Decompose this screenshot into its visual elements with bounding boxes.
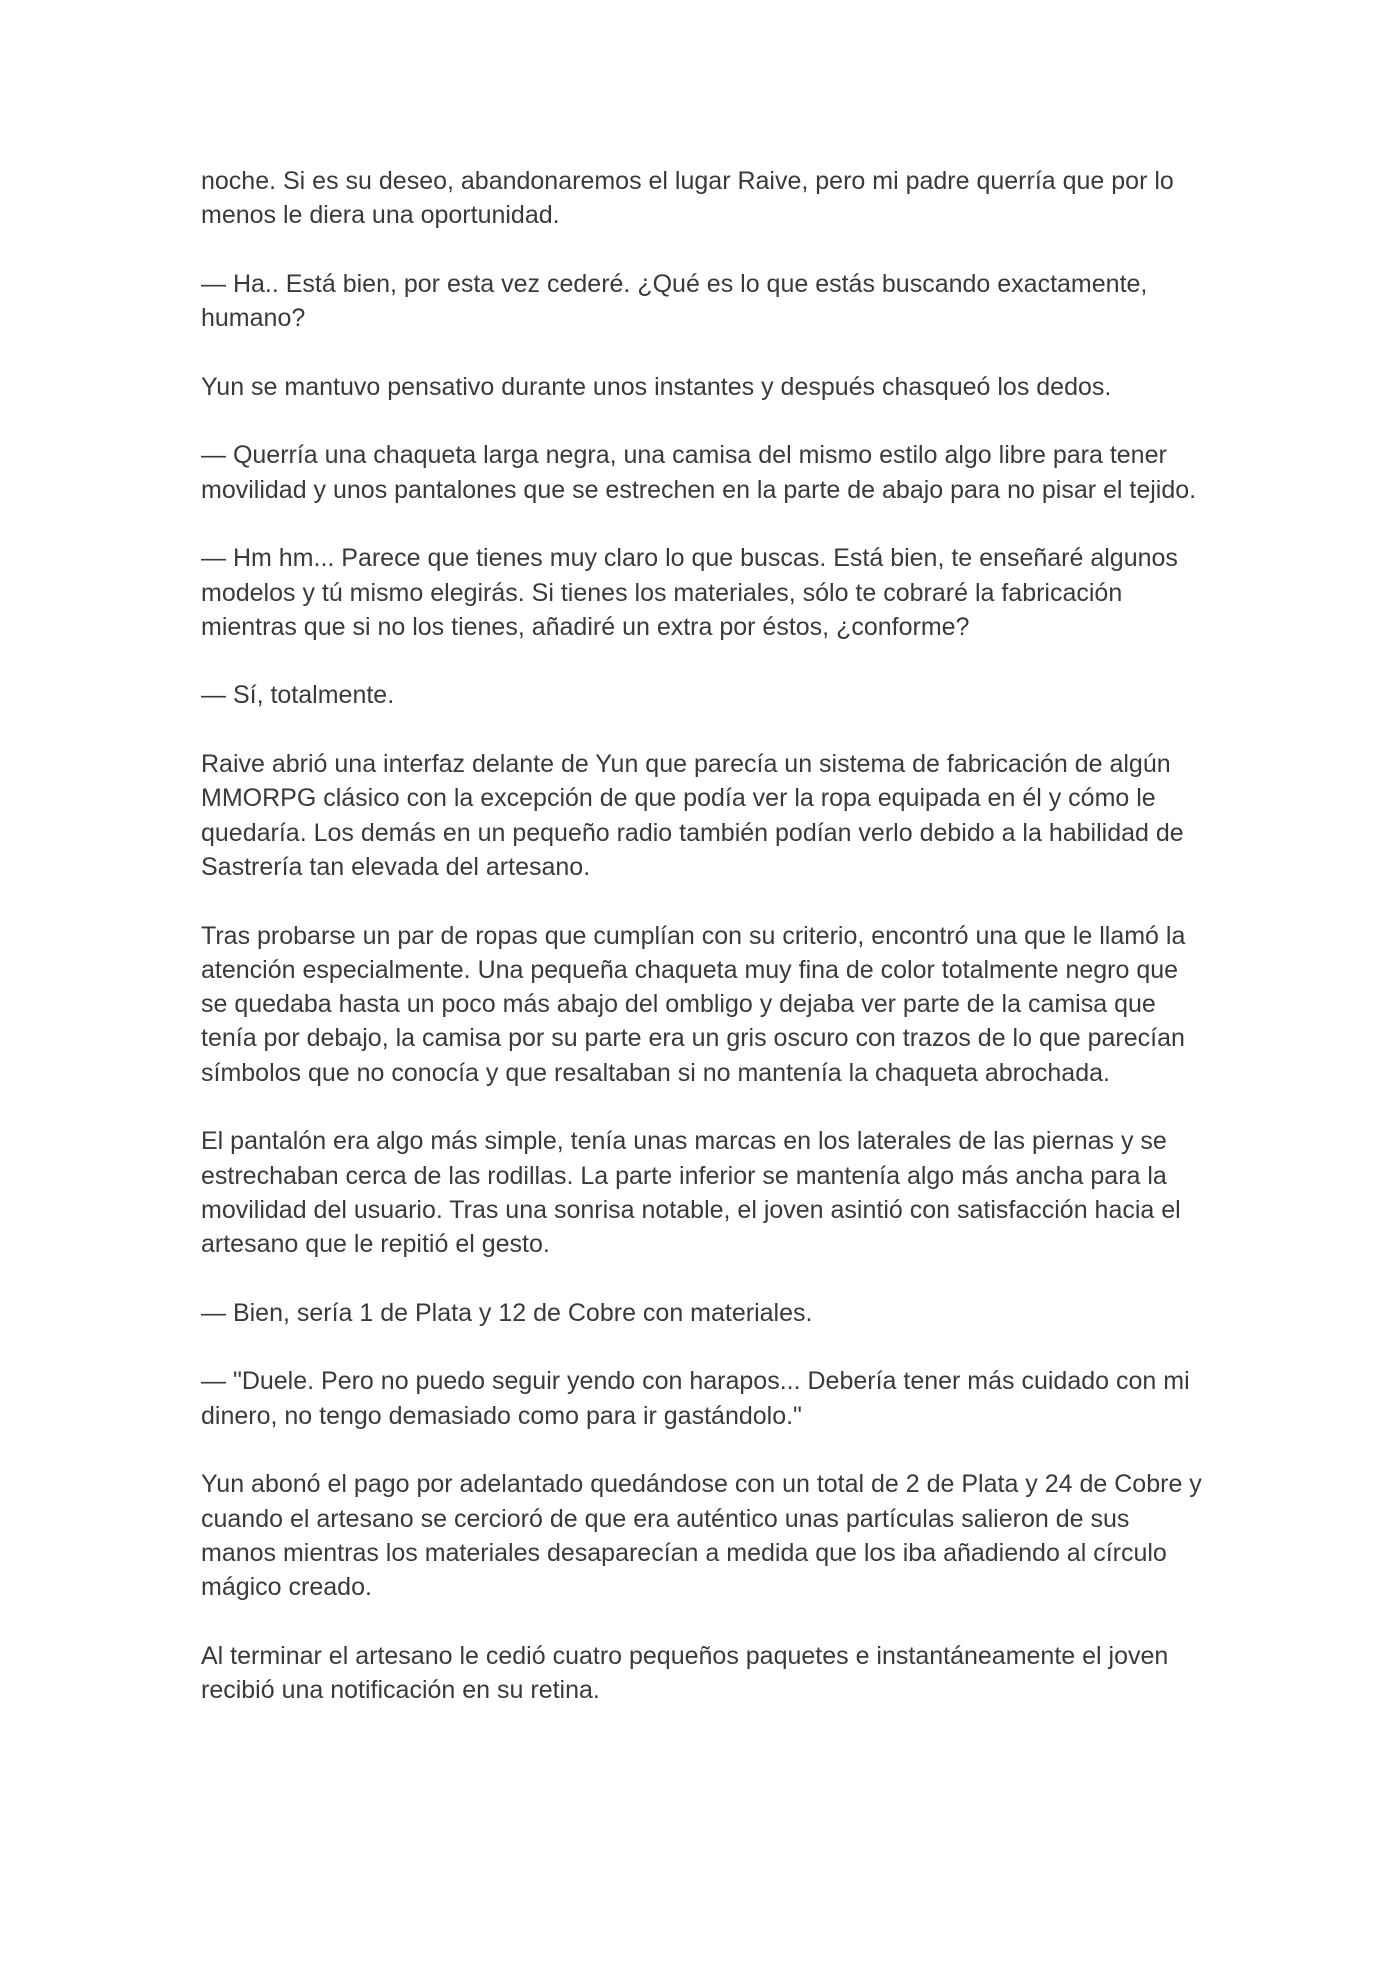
paragraph: — Querría una chaqueta larga negra, una camisa del mismo estilo algo libre para tener movilidad y unos pantalones que se estrechen en la parte de abajo para no pisar el tejido. — [201, 441, 1197, 504]
paragraph: El pantalón era algo más simple, tenía unas marcas en los laterales de las piernas y se estrechaban cerca de las rodillas. La parte inferior se mantenía algo más ancha para la movilidad del usuario. Tras una sonrisa notable, el joven asintió con satisfacción hacia el artesano que le repitió el gesto. — [201, 1127, 1181, 1259]
paragraph: — "Duele. Pero no puedo seguir yendo con harapos... Debería tener más cuidado con mi dinero, no tengo demasiado como para ir gastándolo." — [201, 1367, 1190, 1430]
paragraph: — Hm hm... Parece que tienes muy claro lo que buscas. Está bien, te enseñaré algunos modelos y tú mismo elegirás. Si tienes los materiales, sólo te cobraré la fabricación mientras que si no los tienes, añadiré un extra por éstos, ¿conforme? — [201, 544, 1178, 641]
paragraph: — Bien, sería 1 de Plata y 12 de Cobre con materiales. — [201, 1298, 813, 1327]
paragraph: Al terminar el artesano le cedió cuatro pequeños paquetes e instantáneamente el joven recibió una notificación en su retina. — [201, 1641, 1169, 1705]
document-body — [201, 164, 1211, 1707]
paragraph: Tras probarse un par de ropas que cumplían con su criterio, encontró una que le llamó la atención especialmente. Una pequeña chaqueta muy fina de color totalmente negro que se quedaba hasta un poco más abajo del ombligo y dejaba ver parte de la camisa que tenía por debajo, la camisa por su parte era un gris oscuro con trazos de lo que parecían símbolos que no conocía y que resaltaban si no mantenía la chaqueta abrochada. — [201, 921, 1186, 1087]
paragraph: — Sí, totalmente. — [201, 681, 395, 710]
paragraph: Yun abonó el pago por adelantado quedándose con un total de 2 de Plata y 24 de Cobre y cuando el artesano se cercioró de que era auténtico unas partículas salieron de sus manos mientras los materiales desaparecían a medida que los iba añadiendo al círculo mágico creado. — [201, 1470, 1202, 1602]
paragraph: Yun se mantuvo pensativo durante unos instantes y después chasqueó los dedos. — [201, 372, 1112, 401]
paragraph: Raive abrió una interfaz delante de Yun que parecía un sistema de fabricación de algún MMORPG clásico con la excepción de que podía ver la ropa equipada en él y cómo le quedaría. Los demás en un pequeño radio también podían verlo debido a la habilidad de Sastrería tan elevada del artesano. — [201, 750, 1184, 881]
paragraph: — Ha.. Está bien, por esta vez cederé. ¿Qué es lo que estás buscando exactamente, humano? — [201, 269, 1148, 333]
paragraph: noche. Si es su deseo, abandonaremos el lugar Raive, pero mi padre querría que por lo menos le diera una oportunidad. — [201, 167, 1174, 230]
